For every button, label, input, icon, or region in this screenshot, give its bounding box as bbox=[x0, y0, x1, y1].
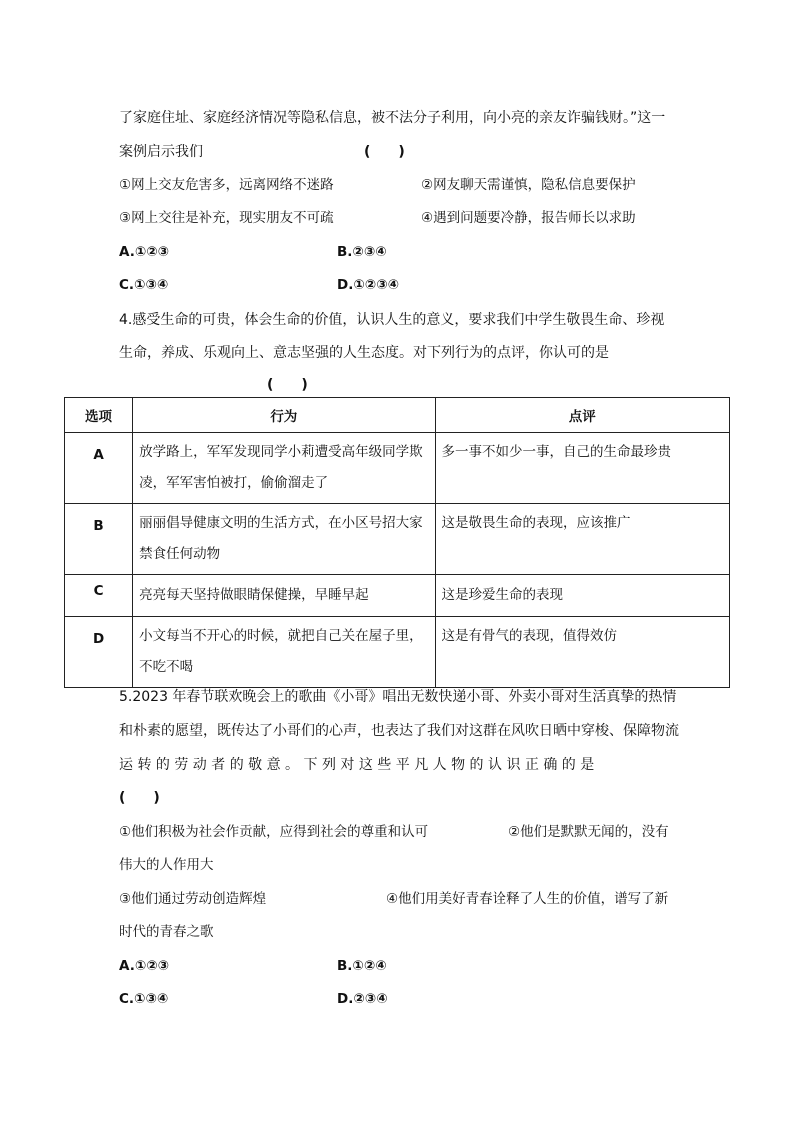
q3-option-d: D.①②③④ bbox=[337, 277, 400, 293]
row-key: B bbox=[65, 504, 133, 575]
q5-statement-4a: ④他们用美好青春诠释了人生的价值，谱写了新 bbox=[386, 891, 669, 907]
row-behavior: 小文每当不开心的时候，就把自己关在屋子里，不吃不喝 bbox=[133, 617, 435, 688]
q5-stem-line3: 运 转 的 劳 动 者 的 敬 意 。 下 列 对 这 些 平 凡 人 物 的 认 识 正 确 的 是 bbox=[119, 757, 595, 773]
row-comment: 这是有骨气的表现，值得效仿 bbox=[435, 617, 729, 688]
header-comment: 点评 bbox=[435, 398, 729, 433]
q4-stem-line1: 4.感受生命的可贵，体会生命的价值，认识人生的意义，要求我们中学生敬畏生命、珍视 bbox=[119, 312, 665, 328]
row-behavior: 放学路上，军军发现同学小莉遭受高年级同学欺凌，军军害怕被打，偷偷溜走了 bbox=[133, 433, 435, 504]
q4-stem-line2: 生命，养成、乐观向上、意志坚强的人生态度。对下列行为的点评，你认可的是 bbox=[119, 345, 609, 361]
table-row bbox=[65, 617, 730, 688]
q5-stem-line2: 和朴素的愿望，既传达了小哥们的心声，也表达了我们对这群在风吹日晒中穿梭、保障物流 bbox=[119, 723, 679, 739]
q3-option-c: C.①③④ bbox=[119, 277, 169, 293]
row-comment: 这是敬畏生命的表现，应该推广 bbox=[435, 504, 729, 575]
q5-stem-line1: 5.2023 年春节联欢晚会上的歌曲《小哥》唱出无数快递小哥、外卖小哥对生活真挚的热情 bbox=[119, 689, 677, 705]
row-comment: 这是珍爱生命的表现 bbox=[435, 575, 729, 617]
table-row bbox=[65, 504, 730, 575]
table-row bbox=[65, 575, 730, 617]
row-comment: 多一事不如少一事，自己的生命最珍贵 bbox=[435, 433, 729, 504]
q5-option-d: D.②③④ bbox=[337, 991, 388, 1007]
q4-table bbox=[64, 397, 730, 688]
row-key: A bbox=[65, 433, 133, 504]
q3-statement-3: ③网上交往是补充，现实朋友不可疏 bbox=[119, 210, 334, 226]
q3-answer-blank: ( ) bbox=[364, 144, 405, 160]
q3-statement-4: ④遇到问题要冷静，报告师长以求助 bbox=[421, 210, 636, 226]
q3-option-b: B.②③④ bbox=[337, 244, 387, 260]
q3-stem-line2: 案例启示我们 bbox=[119, 144, 203, 160]
row-behavior: 亮亮每天坚持做眼睛保健操，早睡早起 bbox=[133, 575, 435, 617]
q5-option-a: A.①②③ bbox=[119, 958, 170, 974]
q3-statement-1: ①网上交友危害多，远离网络不迷路 bbox=[119, 177, 334, 193]
row-key: C bbox=[65, 575, 133, 617]
q5-option-c: C.①③④ bbox=[119, 991, 169, 1007]
q5-statement-1: ①他们积极为社会作贡献，应得到社会的尊重和认可 bbox=[119, 824, 429, 840]
table-header-row bbox=[65, 398, 730, 433]
q3-statement-2: ②网友聊天需谨慎，隐私信息要保护 bbox=[421, 177, 636, 193]
q5-statement-4b: 时代的青春之歌 bbox=[119, 924, 214, 940]
q5-statement-2a: ②他们是默默无闻的，没有 bbox=[508, 824, 669, 840]
header-behavior: 行为 bbox=[133, 398, 435, 433]
row-behavior: 丽丽倡导健康文明的生活方式，在小区号招大家禁食任何动物 bbox=[133, 504, 435, 575]
header-option: 选项 bbox=[65, 398, 133, 433]
q5-option-b: B.①②④ bbox=[337, 958, 387, 974]
row-key: D bbox=[65, 617, 133, 688]
table-row bbox=[65, 433, 730, 504]
q5-answer-blank: ( ) bbox=[119, 790, 160, 806]
q5-statement-2b: 伟大的人作用大 bbox=[119, 857, 214, 873]
q5-statement-3: ③他们通过劳动创造辉煌 bbox=[119, 891, 267, 907]
q3-option-a: A.①②③ bbox=[119, 244, 170, 260]
q4-answer-blank: ( ) bbox=[267, 377, 308, 393]
q3-stem-line1: 了家庭住址、家庭经济情况等隐私信息，被不法分子利用，向小亮的亲友诈骗钱财。”这一 bbox=[119, 110, 666, 126]
